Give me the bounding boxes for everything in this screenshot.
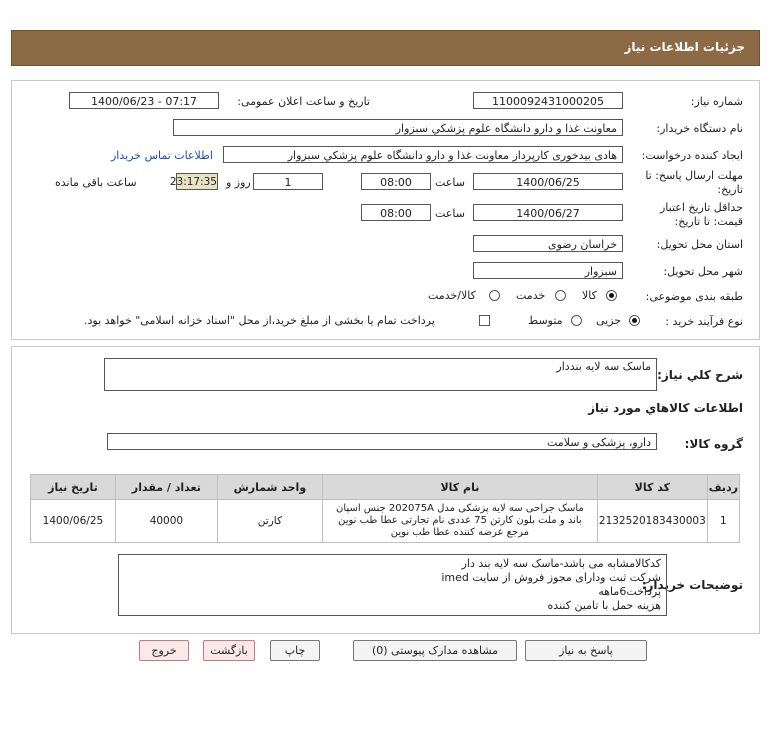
summary-field: ماسک سه لایه بنددار <box>104 358 657 391</box>
row-date: 1400/06/25 <box>31 500 116 543</box>
row-unit: کارتن <box>217 500 322 543</box>
need-number-field: 1100092431000205 <box>473 92 623 109</box>
process-radio-minor[interactable] <box>629 315 640 326</box>
deadline-date-field: 1400/06/25 <box>473 173 623 190</box>
province-label: استان محل تحویل: <box>656 238 743 251</box>
view-attachments-button[interactable]: مشاهده مدارک پیوستی (0) <box>353 640 517 661</box>
process-label: نوع فرآیند خرید : <box>665 315 743 328</box>
requester-label: ایجاد کننده درخواست: <box>641 149 743 162</box>
buyer-notes-line: هزینه حمل با تامین کننده <box>547 599 661 612</box>
process-option-minor: جزیی <box>596 314 622 327</box>
days-field: 1 <box>253 173 323 190</box>
goods-info-title: اطلاعات کالاهاي مورد نياز <box>588 401 743 415</box>
category-option-goods-service: کالا/خدمت <box>428 289 476 302</box>
goods-group-field: دارو، پزشکی و سلامت <box>107 433 657 450</box>
process-option-medium: متوسط <box>528 314 563 327</box>
buyer-notes-line: پرداخت6ماهه <box>598 585 661 598</box>
items-table <box>30 474 740 543</box>
page-header <box>11 30 760 66</box>
days-label: روز و <box>226 176 251 189</box>
payment-note: پرداخت تمام یا بخشی از مبلغ خرید،از محل "اسناد خزانه اسلامی" خواهد بود. <box>84 314 435 327</box>
buyer-notes-line: کدکالامشابه می باشد-ماسک سه لایه بند دار <box>461 557 661 570</box>
col-unit: واحد شمارش <box>217 475 322 500</box>
province-field: خراسان رضوی <box>473 235 623 252</box>
back-button[interactable]: بازگشت <box>203 640 255 661</box>
treasury-payment-checkbox[interactable] <box>479 315 490 326</box>
city-label: شهر محل تحویل: <box>663 265 743 278</box>
col-name: نام کالا <box>322 475 597 500</box>
page-title: جزئیات اطلاعات نیاز <box>624 40 745 54</box>
requester-field: هادی بیدخوری کارپرداز معاونت غذا و دارو دانشگاه علوم پزشکي سبزوار <box>223 146 623 163</box>
row-name-line1: ماسک جراحی سه لایه پزشکی مدل 202075A جنس اسپان <box>336 503 584 514</box>
deadline-time-label: ساعت <box>435 176 465 189</box>
category-radio-service[interactable] <box>555 290 566 301</box>
remaining-time-field: 23:17:35 <box>176 173 218 190</box>
announce-datetime-field: 1400/06/23 - 07:17 <box>69 92 219 109</box>
row-name-line3: مرجع عرضه کننده عطا طب نوین <box>390 527 529 538</box>
category-radio-goods[interactable] <box>606 290 617 301</box>
process-radio-medium[interactable] <box>571 315 582 326</box>
reply-button[interactable]: پاسخ به نیاز <box>525 640 647 661</box>
buyer-label: نام دستگاه خریدار: <box>656 122 743 135</box>
col-qty: تعداد / مقدار <box>115 475 217 500</box>
category-option-goods: کالا <box>582 289 597 302</box>
col-code: کد کالا <box>597 475 707 500</box>
row-qty: 40000 <box>115 500 217 543</box>
validity-time-label: ساعت <box>435 207 465 220</box>
row-index: 1 <box>707 500 739 543</box>
exit-button[interactable]: خروج <box>139 640 189 661</box>
need-number-label: شماره نیاز: <box>690 95 743 108</box>
buyer-notes-box <box>118 554 667 616</box>
deadline-time-field: 08:00 <box>361 173 431 190</box>
summary-label: شرح کلي نياز: <box>657 368 743 382</box>
col-date: تاریخ نیاز <box>31 475 116 500</box>
validity-label-line2: قیمت: تا تاریخ: <box>674 215 743 228</box>
goods-group-label: گروه کالا: <box>684 437 743 451</box>
print-button[interactable]: چاپ <box>270 640 320 661</box>
items-table-header <box>31 475 740 500</box>
row-name <box>322 500 597 543</box>
announce-label: تاریخ و ساعت اعلان عمومی: <box>237 95 370 108</box>
col-index: ردیف <box>707 475 739 500</box>
buyer-field: معاونت غذا و دارو دانشگاه علوم پزشکي سبزوار <box>173 119 623 136</box>
row-code: 2132520183430003 <box>597 500 707 543</box>
city-field: سبزوار <box>473 262 623 279</box>
category-radio-goods-service[interactable] <box>489 290 500 301</box>
category-option-service: خدمت <box>516 289 546 302</box>
table-row <box>31 500 740 543</box>
row-name-line2: باند و ملت بلون کارتن 75 عددی نام تجارتی عطا طب نوین <box>338 515 582 526</box>
buyer-notes-line: شرکت ثبت ودارای مجوز فروش از سایت imed <box>441 571 661 584</box>
deadline-label-line1: مهلت ارسال پاسخ: تا <box>645 169 743 182</box>
validity-time-field: 08:00 <box>361 204 431 221</box>
remaining-label: ساعت باقی مانده <box>55 176 137 189</box>
category-label: طبقه بندی موضوعی: <box>645 290 743 303</box>
deadline-label-line2: تاریخ: <box>717 183 743 196</box>
validity-date-field: 1400/06/27 <box>473 204 623 221</box>
validity-label-line1: حداقل تاریخ اعتبار <box>659 201 743 214</box>
buyer-notes-label: توضیحات خریدار: <box>641 578 743 592</box>
contact-buyer-link[interactable]: اطلاعات تماس خریدار <box>111 149 213 162</box>
